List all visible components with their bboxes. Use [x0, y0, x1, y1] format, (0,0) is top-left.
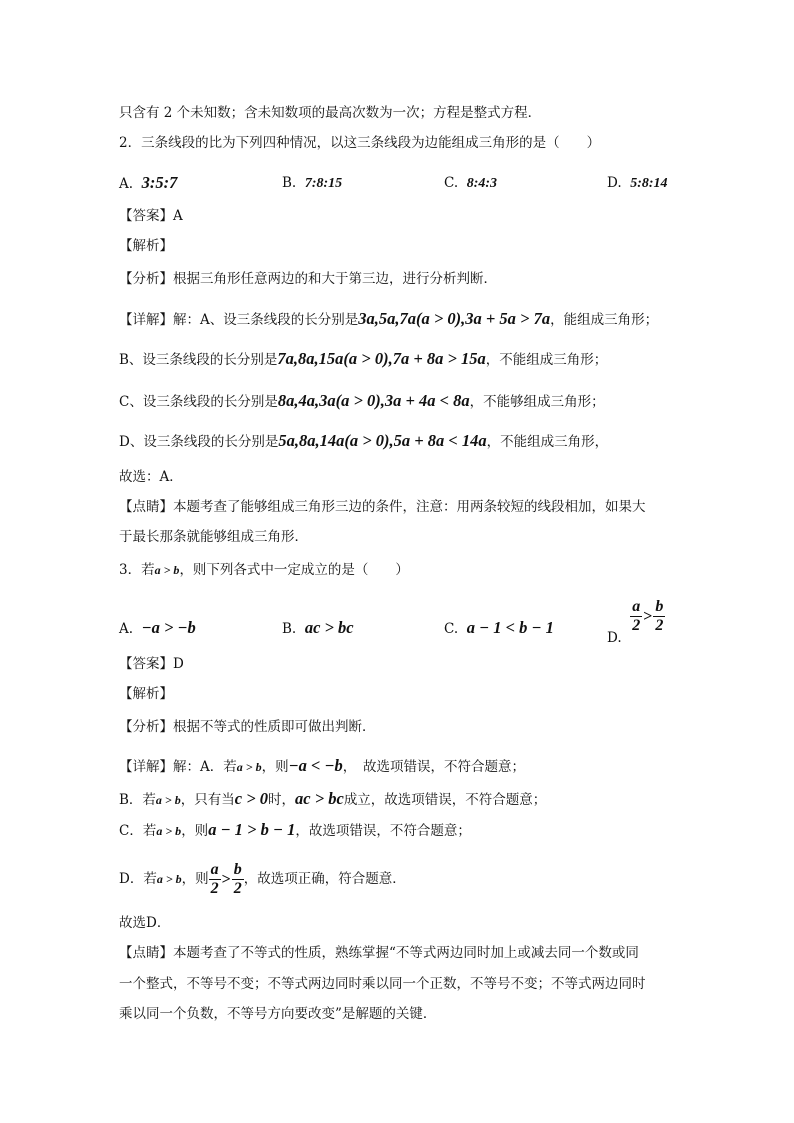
q2-option-d: D. 5:8:14: [607, 175, 668, 191]
q2-detail-b: B、设三条线段的长分别是7a,8a,15a(a > 0),7a + 8a > 15a，不能组成三角形；: [119, 349, 608, 368]
q3-choose: 故选D．: [119, 915, 171, 931]
q2-fenxi: 【分析】根据三角形任意两边的和大于第三边，进行分析判断．: [119, 271, 497, 287]
q3-answer: 【答案】D: [119, 656, 184, 672]
q3-dianjing-line2: 一个整式，不等号不变；不等式两边同时乘以同一个正数，不等号不变；不等式两边同时: [119, 976, 646, 992]
q2-detail-c: C、设三条线段的长分别是8a,4a,3a(a > 0),3a + 4a < 8a，不能够组成三角形；: [119, 391, 605, 410]
q3-dianjing-line1: 【点睛】本题考查了不等式的性质，熟练掌握“不等式两边同时加上或减去同一个数或同: [119, 945, 639, 961]
q3-option-b: B. ac > bc: [282, 618, 354, 637]
q2-dianjing-line2: 于最长那条就能够组成三角形．: [119, 529, 308, 545]
q2-dianjing-line1: 【点睛】本题考查了能够组成三角形三边的条件，注意：用两条较短的线段相加，如果大: [119, 499, 646, 515]
q2-option-c: C. 8:4:3: [444, 175, 498, 191]
q3-option-a: A. −a > −b: [119, 618, 196, 637]
fraction: $\frac{a}{2}$: [632, 598, 641, 634]
q2-stem: 2．三条线段的比为下列四种情况，以这三条线段为边能组成三角形的是（ ）: [119, 135, 601, 151]
q3-option-c: C. a − 1 < b − 1: [444, 618, 554, 637]
q2-detail-d: D、设三条线段的长分别是5a,8a,14a(a > 0),5a + 8a < 14a，不能组成三角形，: [119, 431, 609, 450]
q2-choose: 故选：A．: [119, 469, 183, 485]
q3-analysis-title: 【解析】: [119, 686, 173, 702]
q2-option-a: A. 3:5:7: [119, 173, 178, 192]
fraction: $\frac{b}{2}$: [233, 861, 242, 897]
q3-option-d: D. $\frac{a}{2}$ > $\frac{b}{2}$: [607, 598, 664, 646]
q2-analysis-title: 【解析】: [119, 238, 173, 254]
fraction: $\frac{b}{2}$: [655, 598, 664, 634]
q3-detail-c: C．若a > b，则a − 1 > b − 1，故选项错误，不符合题意；: [119, 820, 471, 839]
intro-line: 只含有 2 个未知数；含未知数项的最高次数为一次；方程是整式方程．: [119, 105, 542, 121]
q2-detail-a: 【详解】解：A、设三条线段的长分别是3a,5a,7a(a > 0),3a + 5a > 7a，能组成三角形；: [119, 309, 659, 328]
q3-detail-b: B．若a > b，只有当c > 0时，ac > bc成立，故选项错误，不符合题意；: [119, 789, 547, 808]
q3-detail-d: D．若a > b，则 $\frac{a}{2}$ > $\frac{b}{2}$ ，故选项正确，符合题意．: [119, 861, 406, 897]
q3-stem: 3．若a > b，则下列各式中一定成立的是（ ）: [119, 562, 409, 578]
q3-fenxi: 【分析】根据不等式的性质即可做出判断．: [119, 719, 376, 735]
q2-option-b: B. 7:8:15: [282, 175, 343, 191]
q3-detail-a: 【详解】解：A．若a > b，则−a < −b， 故选项错误，不符合题意；: [119, 756, 525, 775]
q3-dianjing-line3: 乘以同一个负数，不等号方向要改变”是解题的关键．: [119, 1006, 437, 1022]
fraction: $\frac{a}{2}$: [210, 861, 219, 897]
q2-answer: 【答案】A: [119, 208, 183, 224]
